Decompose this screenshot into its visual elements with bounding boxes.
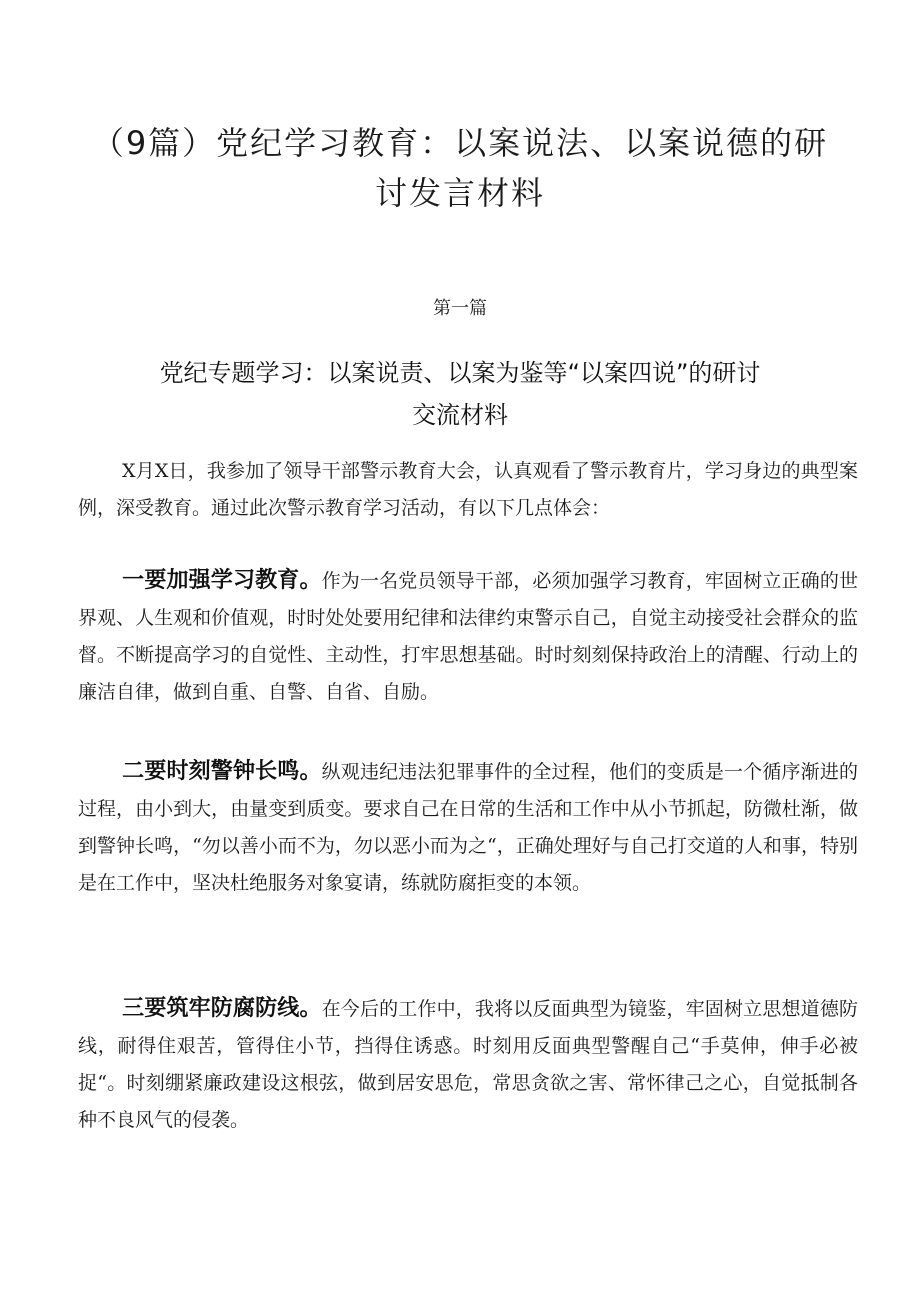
- point-text-2: 纵观违纪违法犯罪事件的全过程，他们的变质是一个循序渐进的过程，由小到大，由量变到质变。要求自己在日常的生活和工作中从小节抓起，防微杜渐，做到警钟长鸣，“勿以善小而不为，勿以恶小而为之“，正确处理好与自己打交道的人和事，特别是在工作中，坚决杜绝服务对象宴请，练就防腐拒变的本领。: [78, 761, 858, 894]
- point-heading-2: 二要时刻警钟长鸣。: [122, 759, 322, 784]
- section-title-line-2: 交流材料: [412, 401, 508, 429]
- point-paragraph-2: [78, 753, 858, 902]
- intro-paragraph: [78, 453, 858, 527]
- document-title-line-2: 讨发言材料: [374, 174, 545, 212]
- point-heading-3: 三要筑牢防腐防线。: [122, 996, 322, 1021]
- section-label: 第一篇: [433, 298, 487, 319]
- point-text-1: 作为一名党员领导干部，必须加强学习教育，牢固树立正确的世界观、人生观和价值观，时时处处要用纪律和法律约束警示自己，自觉主动接受社会群众的监督。不断提高学习的自觉性、主动性，打牢思想基础。时时刻刻保持政治上的清醒、行动上的廉洁自律，做到自重、自警、自省、自励。: [78, 570, 858, 703]
- point-paragraph-3: [78, 990, 858, 1139]
- point-heading-1: 一要加强学习教育。: [122, 568, 322, 593]
- section-title-line-1: 党纪专题学习：以案说责、以案为鉴等“以案四说”的研讨: [159, 359, 761, 387]
- point-paragraph-1: [78, 562, 858, 711]
- point-text-3: 在今后的工作中，我将以反面典型为镜鉴，牢固树立思想道德防线，耐得住艰苦，管得住小节，挡得住诱惑。时刻用反面典型警醒自己“手莫伸，伸手必被捉“。时刻绷紧廉政建设这根弦，做到居安思危，常思贪欲之害、常怀律己之心，自觉抵制各种不良风气的侵袭。: [78, 998, 858, 1131]
- document-title-line-1: （9篇）党纪学习教育：以案说法、以案说德的研: [91, 124, 829, 162]
- document-title: [90, 118, 830, 218]
- section-title: [110, 352, 810, 436]
- intro-text: X月X日，我参加了领导干部警示教育大会，认真观看了警示教育片，学习身边的典型案例，深受教育。通过此次警示教育学习活动，有以下几点体会：: [78, 460, 858, 519]
